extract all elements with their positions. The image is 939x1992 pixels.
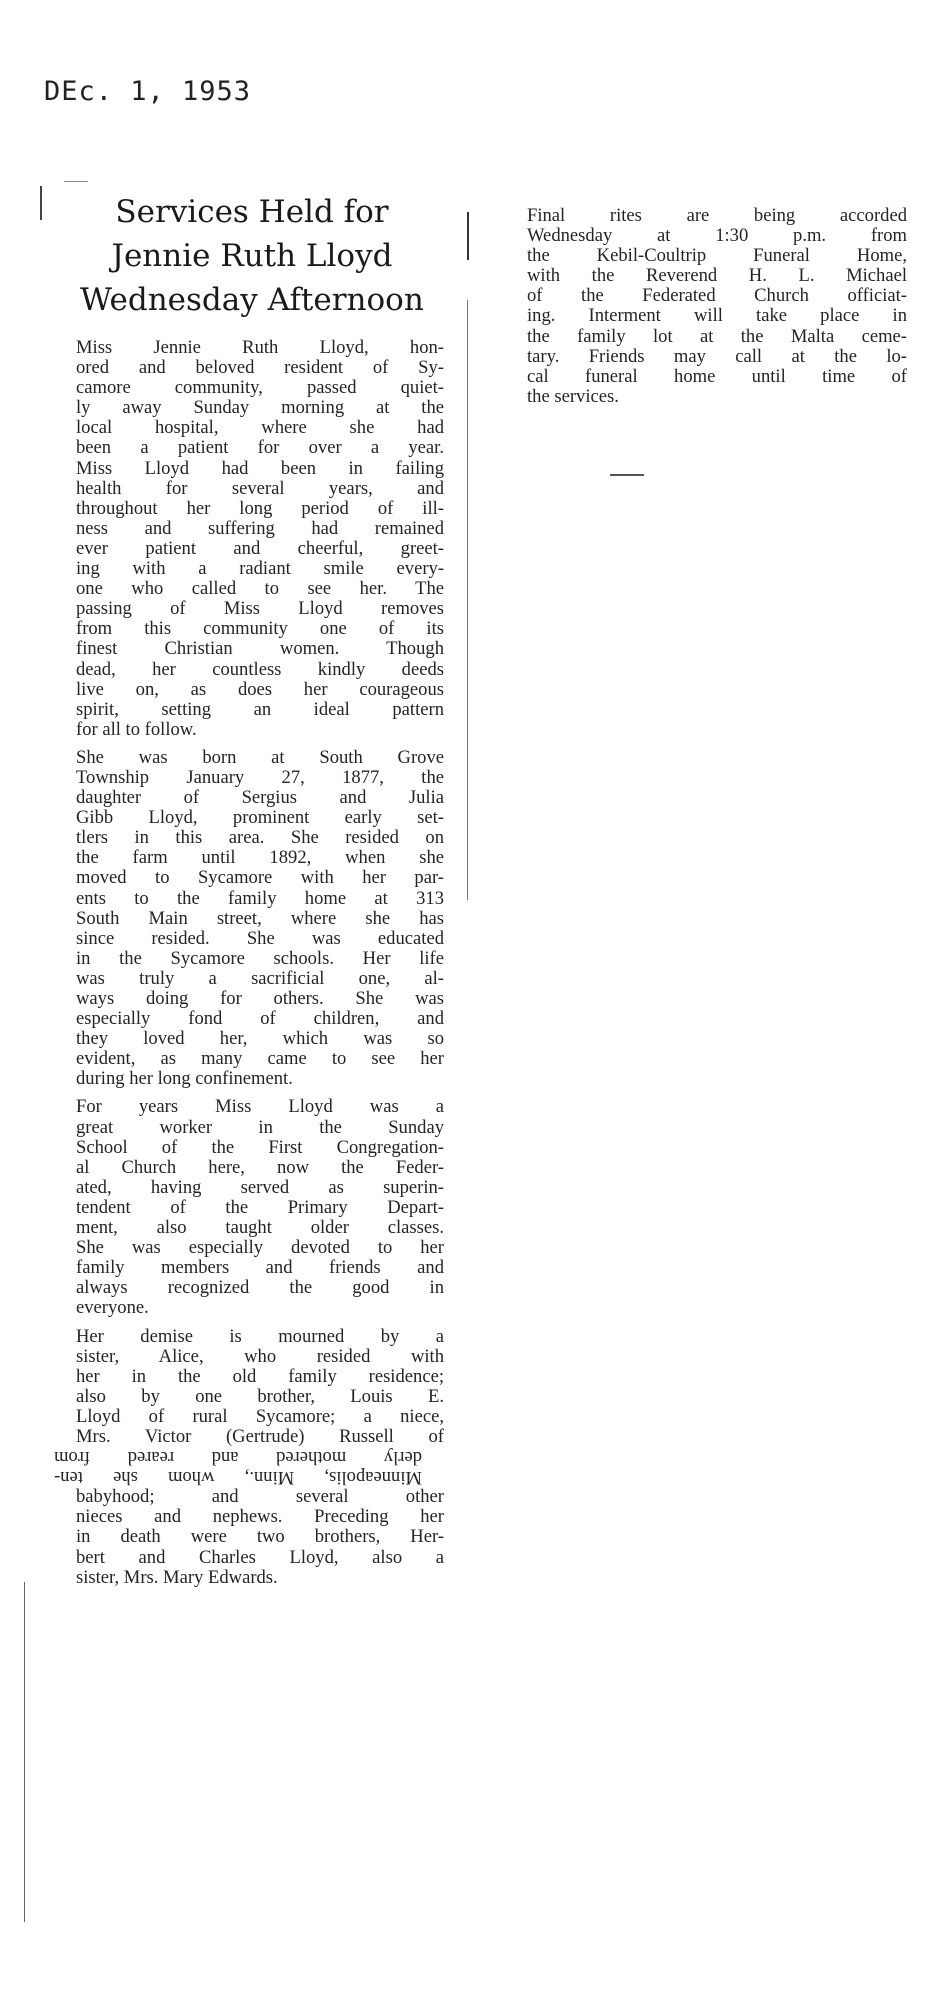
text-line: Township January 27, 1877, the bbox=[76, 766, 444, 788]
headline-line: Jennie Ruth Lloyd bbox=[111, 238, 393, 274]
text-line: Mrs. Victor (Gertrude) Russell of bbox=[76, 1425, 444, 1447]
text-line: cal funeral home until time of bbox=[527, 365, 907, 387]
text-line: finest Christian women. Though bbox=[76, 638, 444, 660]
text-line: the farm until 1892, when she bbox=[76, 847, 444, 869]
article-paragraph bbox=[505, 206, 907, 407]
text-line: tendent of the Primary Depart- bbox=[76, 1196, 444, 1218]
text-line: everyone. bbox=[76, 1297, 149, 1319]
text-line: ly away Sunday morning at the bbox=[76, 397, 444, 419]
text-line: always recognized the good in bbox=[76, 1277, 444, 1299]
text-line: She was born at South Grove bbox=[76, 746, 444, 768]
text-line: spirit, setting an ideal pattern bbox=[76, 698, 444, 720]
text-line-upside-down: derly mothered and reared from bbox=[54, 1447, 422, 1469]
text-line: dead, her countless kindly deeds bbox=[76, 658, 444, 680]
column-divider bbox=[467, 300, 468, 900]
text-line: Lloyd of rural Sycamore; a niece, bbox=[76, 1405, 444, 1427]
text-line: great worker in the Sunday bbox=[76, 1116, 444, 1138]
text-line: School of the First Congregation- bbox=[76, 1136, 444, 1158]
text-line: ing with a radiant smile every- bbox=[76, 558, 444, 580]
text-line: during her long confinement. bbox=[76, 1068, 293, 1090]
text-line: Final rites are being accorded bbox=[527, 205, 907, 226]
text-line: passing of Miss Lloyd removes bbox=[76, 598, 444, 620]
text-line: bert and Charles Lloyd, also a bbox=[76, 1546, 444, 1568]
article-paragraph bbox=[54, 338, 444, 740]
text-line: moved to Sycamore with her par- bbox=[76, 867, 444, 889]
text-line: daughter of Sergius and Julia bbox=[76, 787, 444, 809]
clipping-left-edge bbox=[24, 1582, 25, 1922]
text-line: since resided. She was educated bbox=[76, 927, 444, 949]
text-line: tlers in this area. She resided on bbox=[76, 827, 444, 849]
text-line: Gibb Lloyd, prominent early set- bbox=[76, 807, 444, 829]
text-line: evident, as many came to see her bbox=[76, 1048, 444, 1070]
article-paragraph bbox=[54, 1097, 444, 1318]
text-line: for all to follow. bbox=[76, 718, 197, 740]
text-line: sister, Alice, who resided with bbox=[76, 1345, 444, 1367]
text-line: sister, Mrs. Mary Edwards. bbox=[76, 1566, 278, 1588]
text-line: South Main street, where she has bbox=[76, 907, 444, 929]
text-line: of the Federated Church officiat- bbox=[527, 285, 907, 307]
text-line: ness and suffering had remained bbox=[76, 517, 444, 539]
text-line: ated, having served as superin- bbox=[76, 1176, 444, 1198]
text-line: also by one brother, Louis E. bbox=[76, 1385, 444, 1407]
article-right-column bbox=[505, 206, 907, 415]
clipping-edge-mark bbox=[64, 181, 88, 182]
text-line: her in the old family residence; bbox=[76, 1365, 444, 1387]
text-line: Miss Jennie Ruth Lloyd, hon- bbox=[76, 337, 444, 358]
clipping-date: DEc. 1, 1953 bbox=[44, 76, 252, 107]
text-line: Her demise is mourned by a bbox=[76, 1325, 444, 1347]
text-line: ing. Interment will take place in bbox=[527, 305, 907, 327]
column-divider bbox=[467, 212, 469, 260]
text-line: Miss Lloyd had been in failing bbox=[76, 457, 444, 479]
text-line: tary. Friends may call at the lo- bbox=[527, 345, 907, 367]
article-paragraph bbox=[54, 1327, 444, 1588]
text-line: was truly a sacrificial one, al- bbox=[76, 967, 444, 989]
text-line: nieces and nephews. Preceding her bbox=[76, 1506, 444, 1528]
text-line: they loved her, which was so bbox=[76, 1028, 444, 1050]
text-line-upside-down: Minneapolis, Minn., whom she ten- bbox=[54, 1467, 422, 1489]
text-line: in death were two brothers, Her- bbox=[76, 1526, 444, 1548]
text-line: been a patient for over a year. bbox=[76, 437, 444, 459]
text-line: ents to the family home at 313 bbox=[76, 887, 444, 909]
headline-line: Wednesday Afternoon bbox=[80, 282, 424, 318]
text-line: ment, also taught older classes. bbox=[76, 1217, 444, 1239]
text-line: throughout her long period of ill- bbox=[76, 497, 444, 519]
text-line: one who called to see her. The bbox=[76, 578, 444, 600]
headline bbox=[46, 190, 458, 322]
headline-line: Services Held for bbox=[115, 194, 389, 230]
text-line: babyhood; and several other bbox=[76, 1486, 444, 1508]
text-line: the Kebil-Coultrip Funeral Home, bbox=[527, 245, 907, 267]
text-line: with the Reverend H. L. Michael bbox=[527, 265, 907, 287]
text-line: family members and friends and bbox=[76, 1257, 444, 1279]
text-line: live on, as does her courageous bbox=[76, 678, 444, 700]
text-line: from this community one of its bbox=[76, 618, 444, 640]
article-left-column bbox=[54, 338, 444, 1596]
text-line: health for several years, and bbox=[76, 477, 444, 499]
text-line: For years Miss Lloyd was a bbox=[76, 1096, 444, 1118]
text-line: the family lot at the Malta ceme- bbox=[527, 325, 907, 347]
text-line: She was especially devoted to her bbox=[76, 1237, 444, 1259]
text-line: ways doing for others. She was bbox=[76, 988, 444, 1009]
text-line: ever patient and cheerful, greet- bbox=[76, 537, 444, 559]
text-line: the services. bbox=[527, 385, 619, 407]
article-end-rule bbox=[610, 474, 644, 476]
clipping-edge-mark bbox=[40, 186, 42, 220]
article-paragraph bbox=[54, 748, 444, 1090]
text-line: local hospital, where she had bbox=[76, 417, 444, 439]
text-line: ored and beloved resident of Sy- bbox=[76, 357, 444, 379]
text-line: al Church here, now the Feder- bbox=[76, 1156, 444, 1178]
text-line: camore community, passed quiet- bbox=[76, 377, 444, 399]
text-line: in the Sycamore schools. Her life bbox=[76, 947, 444, 969]
text-line: especially fond of children, and bbox=[76, 1008, 444, 1030]
text-line: Wednesday at 1:30 p.m. from bbox=[527, 225, 907, 247]
